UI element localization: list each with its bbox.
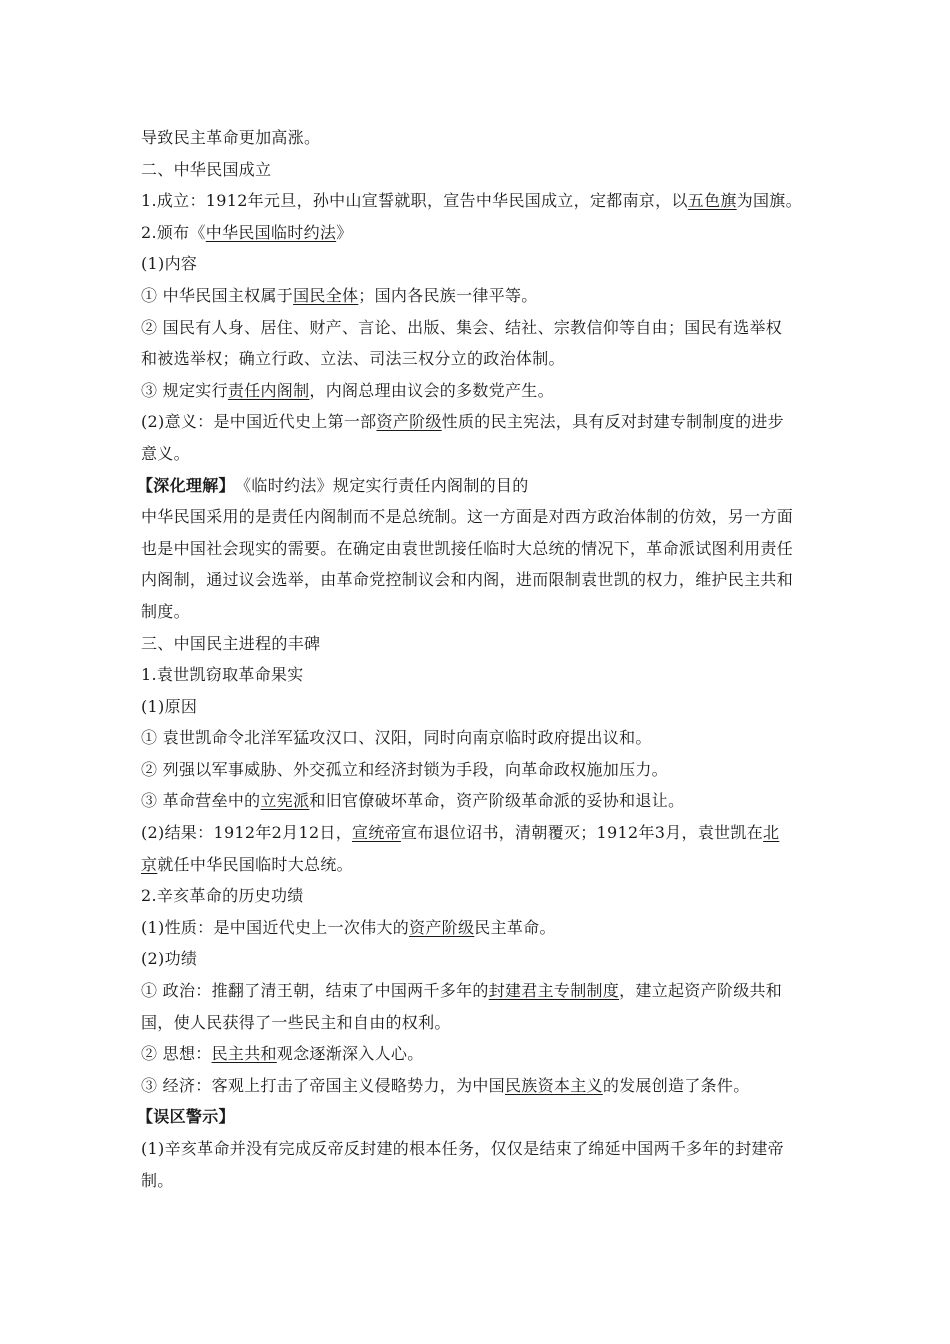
text-span: 内阁制，通过议会选举，由革命党控制议会和内阁，进而限制袁世凯的权力，维护民主共和	[141, 570, 794, 590]
text-line	[141, 533, 813, 565]
text-span: 《临时约法》规定实行责任内阁制的目的	[226, 475, 529, 495]
text-line	[141, 185, 813, 217]
text-span: ，建立起资产阶级共和	[619, 981, 783, 1001]
text-line	[141, 596, 813, 628]
text-span: 2.辛亥革命的历史功绩	[141, 886, 304, 906]
text-span: ① 袁世凯命令北洋军猛攻汉口、汉阳，同时向南京临时政府提出议和。	[141, 728, 652, 748]
text-span: 就任中华民国临时大总统。	[157, 854, 353, 874]
text-span: 1.袁世凯窃取革命果实	[141, 665, 304, 685]
text-span: 导致民主革命更加高涨。	[141, 128, 321, 147]
underlined-keyword: 资产阶级	[409, 917, 475, 937]
text-span: 中华民国采用的是责任内阁制而不是总统制。这一方面是对西方政治体制的仿效，另一方面	[141, 507, 794, 527]
text-line	[141, 785, 813, 817]
text-span: ；国内各民族一律平等。	[358, 285, 538, 305]
underlined-keyword: 宣统帝	[352, 823, 401, 843]
text-line	[141, 154, 813, 186]
text-line	[141, 406, 813, 438]
text-span: (1)辛亥革命并没有完成反帝反封建的根本任务，仅仅是结束了绵延中国两千多年的封建帝	[141, 1139, 784, 1158]
text-span: 性质的民主宪法，具有反对封建专制制度的进步	[441, 412, 784, 432]
text-line	[141, 564, 813, 596]
text-span: 制度。	[141, 601, 190, 621]
text-span: (1)内容	[141, 254, 198, 274]
text-span: ③ 革命营垒中的	[141, 791, 261, 811]
text-span: 制。	[141, 1170, 174, 1190]
text-span: (2)结果：1912年2月12日，	[141, 823, 353, 843]
text-line	[141, 754, 813, 786]
underlined-keyword: 立宪派	[260, 791, 310, 811]
text-span: 国，使人民获得了一些民主和自由的权利。	[141, 1012, 451, 1032]
text-line	[141, 1007, 813, 1039]
text-span: ② 国民有人身、居住、财产、言论、出版、集会、结社、宗教信仰等自由；国民有选举权	[141, 317, 783, 337]
underlined-keyword: 民族资本主义	[505, 1075, 603, 1095]
text-span: 和被选举权；确立行政、立法、司法三权分立的政治体制。	[141, 349, 565, 369]
text-span: 和旧官僚破坏革命，资产阶级革命派的妥协和退让。	[309, 791, 685, 811]
underlined-keyword: 责任内阁制	[227, 380, 310, 400]
text-span: ② 思想：	[141, 1044, 212, 1064]
text-span: 民主革命。	[474, 917, 556, 937]
text-span: ③ 经济：客观上打击了帝国主义侵略势力，为中国	[141, 1075, 505, 1095]
text-span: 三、中国民主进程的丰碑	[141, 633, 321, 653]
text-line	[141, 1133, 813, 1165]
text-span: ，内阁总理由议会的多数党产生。	[309, 380, 554, 400]
text-span: (2)意义：是中国近代史上第一部	[141, 412, 377, 432]
text-span: 2.颁布《	[141, 222, 206, 242]
section-tag: 【深化理解】	[137, 475, 227, 495]
text-line	[141, 880, 813, 912]
text-span: ③ 规定实行	[141, 380, 228, 400]
underlined-keyword: 北	[763, 823, 780, 843]
underlined-keyword: 五色旗	[687, 191, 737, 211]
text-line	[141, 312, 813, 344]
text-span: 》	[336, 222, 353, 242]
text-span: 意义。	[141, 443, 190, 463]
text-line	[141, 722, 813, 754]
text-line	[141, 217, 813, 249]
text-span: (1)原因	[141, 696, 198, 716]
text-line	[141, 122, 813, 154]
text-line	[137, 1101, 813, 1133]
text-line	[141, 1070, 813, 1102]
text-span: 观念逐渐深入人心。	[276, 1044, 424, 1064]
text-span: ② 列强以军事威胁、外交孤立和经济封锁为手段，向革命政权施加压力。	[141, 759, 668, 779]
text-line	[141, 943, 813, 975]
text-line	[141, 438, 813, 470]
text-line	[141, 343, 813, 375]
text-line	[141, 691, 813, 723]
text-line	[141, 1165, 813, 1197]
underlined-keyword: 民主共和	[211, 1044, 277, 1064]
text-span: (1)性质：是中国近代史上一次伟大的	[141, 917, 410, 937]
text-span: ① 中华民国主权属于	[141, 285, 294, 305]
text-line	[141, 280, 813, 312]
text-line	[141, 1038, 813, 1070]
text-line	[141, 501, 813, 533]
text-line	[137, 470, 813, 502]
text-line	[141, 817, 813, 849]
text-line	[141, 659, 813, 691]
text-span: 的发展创造了条件。	[602, 1075, 750, 1095]
text-span: 也是中国社会现实的需要。在确定由袁世凯接任临时大总统的情况下，革命派试图利用责任	[141, 538, 794, 558]
text-span: ① 政治：推翻了清王朝，结束了中国两千多年的	[141, 981, 489, 1001]
text-line	[141, 248, 813, 280]
underlined-keyword: 国民全体	[293, 285, 359, 305]
document-body	[137, 122, 813, 1196]
text-span: 为国旗。	[736, 191, 802, 211]
text-span: 宣布退位诏书，清朝覆灭；1912年3月，袁世凯在	[400, 823, 764, 843]
underlined-keyword: 中华民国临时约法	[205, 222, 337, 242]
text-span: 二、中华民国成立	[141, 159, 272, 179]
text-line	[141, 912, 813, 944]
text-span: (2)功绩	[141, 949, 198, 969]
underlined-keyword: 资产阶级	[376, 412, 442, 432]
text-line	[141, 375, 813, 407]
underlined-keyword: 京	[141, 854, 158, 874]
text-span: 1.成立：1912年元旦，孙中山宣誓就职，宣告中华民国成立，定都南京，以	[141, 191, 688, 211]
text-line	[141, 849, 813, 881]
underlined-keyword: 封建君主专制制度	[488, 981, 620, 1001]
section-tag: 【误区警示】	[137, 1107, 235, 1127]
text-line	[141, 975, 813, 1007]
text-line	[141, 628, 813, 660]
